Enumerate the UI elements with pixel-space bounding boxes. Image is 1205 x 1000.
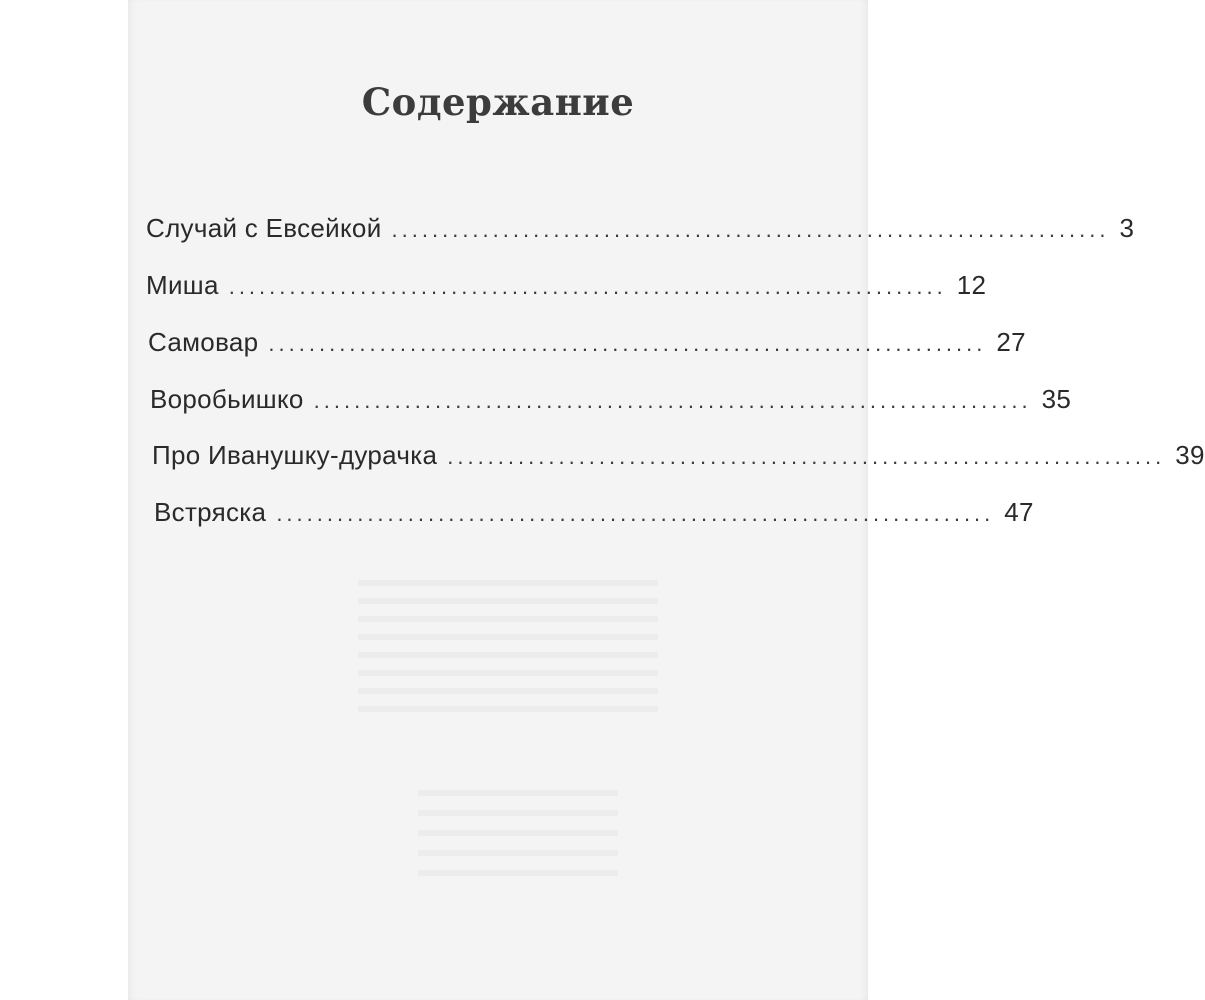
toc-entry[interactable]	[154, 497, 1034, 528]
toc-entry-page: 35	[1041, 384, 1072, 414]
toc-leader-dots: .......................................................................	[276, 501, 995, 526]
toc-entry[interactable]	[146, 270, 987, 301]
toc-entry[interactable]	[148, 327, 1026, 358]
toc-entry[interactable]	[150, 384, 1072, 415]
toc-entry-page: 47	[1004, 497, 1034, 527]
toc-entry-title: Миша	[146, 270, 219, 300]
toc-entry-page: 27	[996, 327, 1026, 357]
toc-entry-title: Самовар	[148, 327, 259, 357]
toc-leader-dots: .......................................................................	[268, 331, 987, 356]
table-of-contents	[128, 0, 1205, 1000]
toc-entry[interactable]	[152, 440, 1205, 471]
toc-entry-page: 3	[1119, 213, 1135, 243]
toc-leader-dots: .......................................................................	[313, 388, 1032, 413]
toc-leader-dots: .......................................................................	[228, 274, 947, 299]
toc-leader-dots: .......................................................................	[447, 444, 1166, 469]
toc-entry-page: 12	[956, 270, 987, 300]
toc-entry-title: Воробьишко	[150, 384, 304, 414]
toc-entry-title: Встряска	[154, 497, 267, 527]
toc-entry[interactable]	[146, 213, 1135, 244]
page-title: Содержание	[361, 80, 635, 124]
book-page	[128, 0, 1205, 1000]
toc-leader-dots: .......................................................................	[391, 217, 1110, 242]
toc-entry-title: Случай с Евсейкой	[146, 213, 382, 243]
toc-entry-page: 39	[1175, 440, 1205, 470]
toc-entry-title: Про Иванушку-дурачка	[152, 440, 438, 470]
